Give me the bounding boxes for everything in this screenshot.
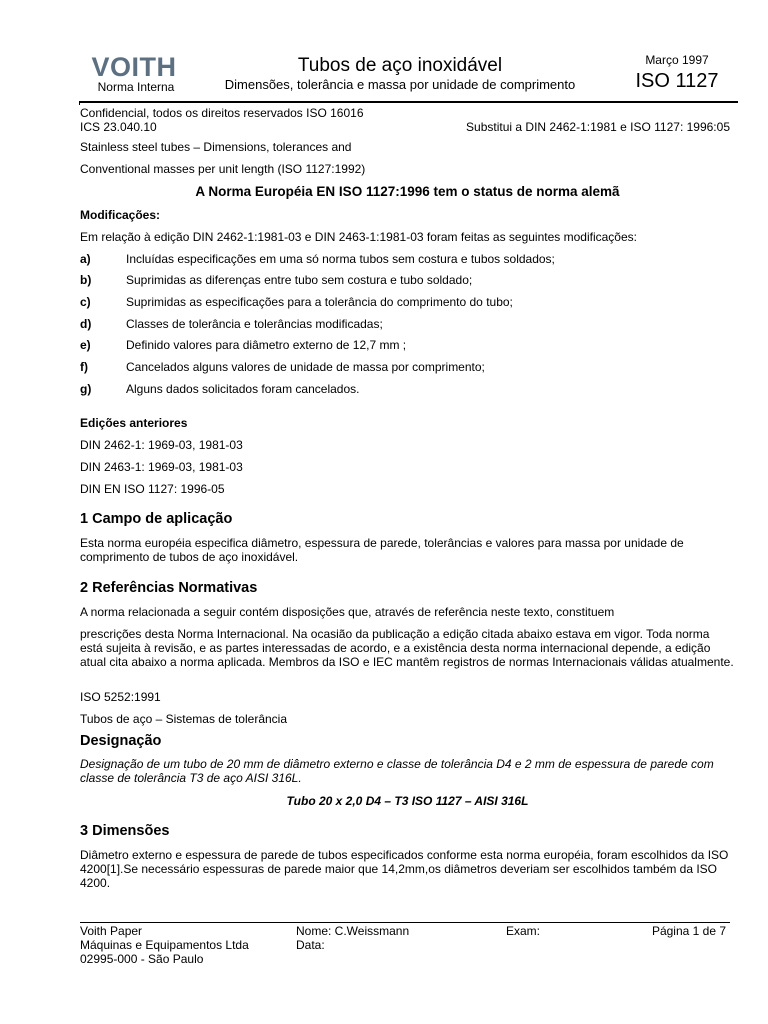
designation-body: Designação de um tubo de 20 mm de diâmetro externo e classe de tolerância D4 e 2 mm de espessura de parede com classe de tolerância T3 de aço AISI 316L. [80,757,714,785]
list-item-label: f) [80,360,88,374]
header-divider-tick [79,101,80,105]
ics-code: ICS 23.040.10 [80,120,157,134]
footer-page-number: Página 1 de 7 [651,924,726,938]
footer-company: Voith Paper [80,924,143,938]
document-title: Tubos de aço inoxidável [297,55,503,76]
footer-company-line-2: Máquinas e Equipamentos Ltda [80,938,249,952]
confidential-notice: Confidencial, todos os direitos reservados ISO 16016 [80,106,364,120]
english-title-line-2: Conventional masses per unit length (ISO 1127:1992) [80,162,366,176]
modifications-intro: Em relação à edição DIN 2462-1:1981-03 e DIN 2463-1:1981-03 foram feitas as seguintes modificações: [80,230,637,244]
previous-editions-heading: Edições anteriores [80,416,188,430]
list-item: Suprimidas as diferenças entre tubo sem costura e tubo soldado; [126,273,473,287]
list-item-label: g) [80,382,92,396]
section-2-heading: 2 Referências Normativas [80,580,258,596]
voith-logo-mark [84,52,184,82]
section-3-body: Diâmetro externo e espessura de parede de tubos especificados conforme esta norma européia, foram escolhidos da ISO 4200[1].Se necessário espessuras de parede maior que 14,2mm,os diâmetros deveriam ser escolhidos também da ISO 4200. [80,848,729,890]
replaces-notice: Substitui a DIN 2462-1:1981 e ISO 1127: 1996:05 [466,120,730,134]
section-2-paragraph: prescrições desta Norma Internacional. Na ocasião da publicação a edição citada abaixo estava em vigor. Toda norma está sujeita à revisão, e as partes interessadas de acordo, e a existência desta norma internacional depende, a edição atual cita abaixo a norma aplicada. Membros da ISO e IEC mantêm registros de normas Internacionais válidas atualmente. [80,627,734,669]
list-item-label: c) [80,295,91,309]
list-item: Cancelados alguns valores de unidade de massa por comprimento; [126,360,485,374]
norma-interna-label: Norma Interna [97,80,175,94]
modifications-heading: Modificações: [80,208,161,222]
footer-date: Data: [296,938,325,952]
svg-text:VOITH: VOITH [91,52,177,82]
english-title-line-1: Stainless steel tubes – Dimensions, tolerances and [80,140,352,154]
section-1-body: Esta norma européia especifica diâmetro, espessura de parede, tolerâncias e valores para massa por unidade de comprimento de tubos de aço inoxidável. [80,536,684,564]
list-item: Definido valores para diâmetro externo de 12,7 mm ; [126,338,407,352]
section-2-line-1: A norma relacionada a seguir contém disposições que, através de referência neste texto, constituem [80,605,615,619]
header-divider [80,101,738,103]
document-date: Março 1997 [645,53,709,67]
reference-code: ISO 5252:1991 [80,690,161,704]
document-code: ISO 1127 [635,70,719,92]
section-3-heading: 3 Dimensões [80,823,170,839]
footer-address: 02995-000 - São Paulo [80,952,204,966]
previous-edition-item: DIN 2463-1: 1969-03, 1981-03 [80,460,243,474]
footer-exam: Exam: [506,924,541,938]
previous-edition-item: DIN 2462-1: 1969-03, 1981-03 [80,438,243,452]
list-item: Classes de tolerância e tolerâncias modificadas; [126,317,383,331]
list-item-label: e) [80,338,91,352]
section-1-heading: 1 Campo de aplicação [80,511,233,527]
designation-example: Tubo 20 x 2,0 D4 – T3 ISO 1127 – AISI 316L [286,794,529,808]
list-item: Suprimidas as especificações para a tolerância do comprimento do tubo; [126,295,513,309]
main-heading: A Norma Européia EN ISO 1127:1996 tem o status de norma alemã [195,184,620,199]
list-item: Alguns dados solicitados foram cancelados. [126,382,360,396]
list-item-label: b) [80,273,92,287]
reference-title: Tubos de aço – Sistemas de tolerância [80,712,288,726]
list-item: Incluídas especificações em uma só norma tubos sem costura e tubos soldados; [126,252,555,266]
designation-heading: Designação [80,733,162,749]
footer-author-name: Nome: C.Weissmann [296,924,410,938]
document-subtitle: Dimensões, tolerância e massa por unidade de comprimento [224,77,576,92]
list-item-label: d) [80,317,92,331]
footer-divider [80,922,730,923]
list-item-label: a) [80,252,91,266]
voith-logo [84,52,184,82]
previous-edition-item: DIN EN ISO 1127: 1996-05 [80,482,225,496]
